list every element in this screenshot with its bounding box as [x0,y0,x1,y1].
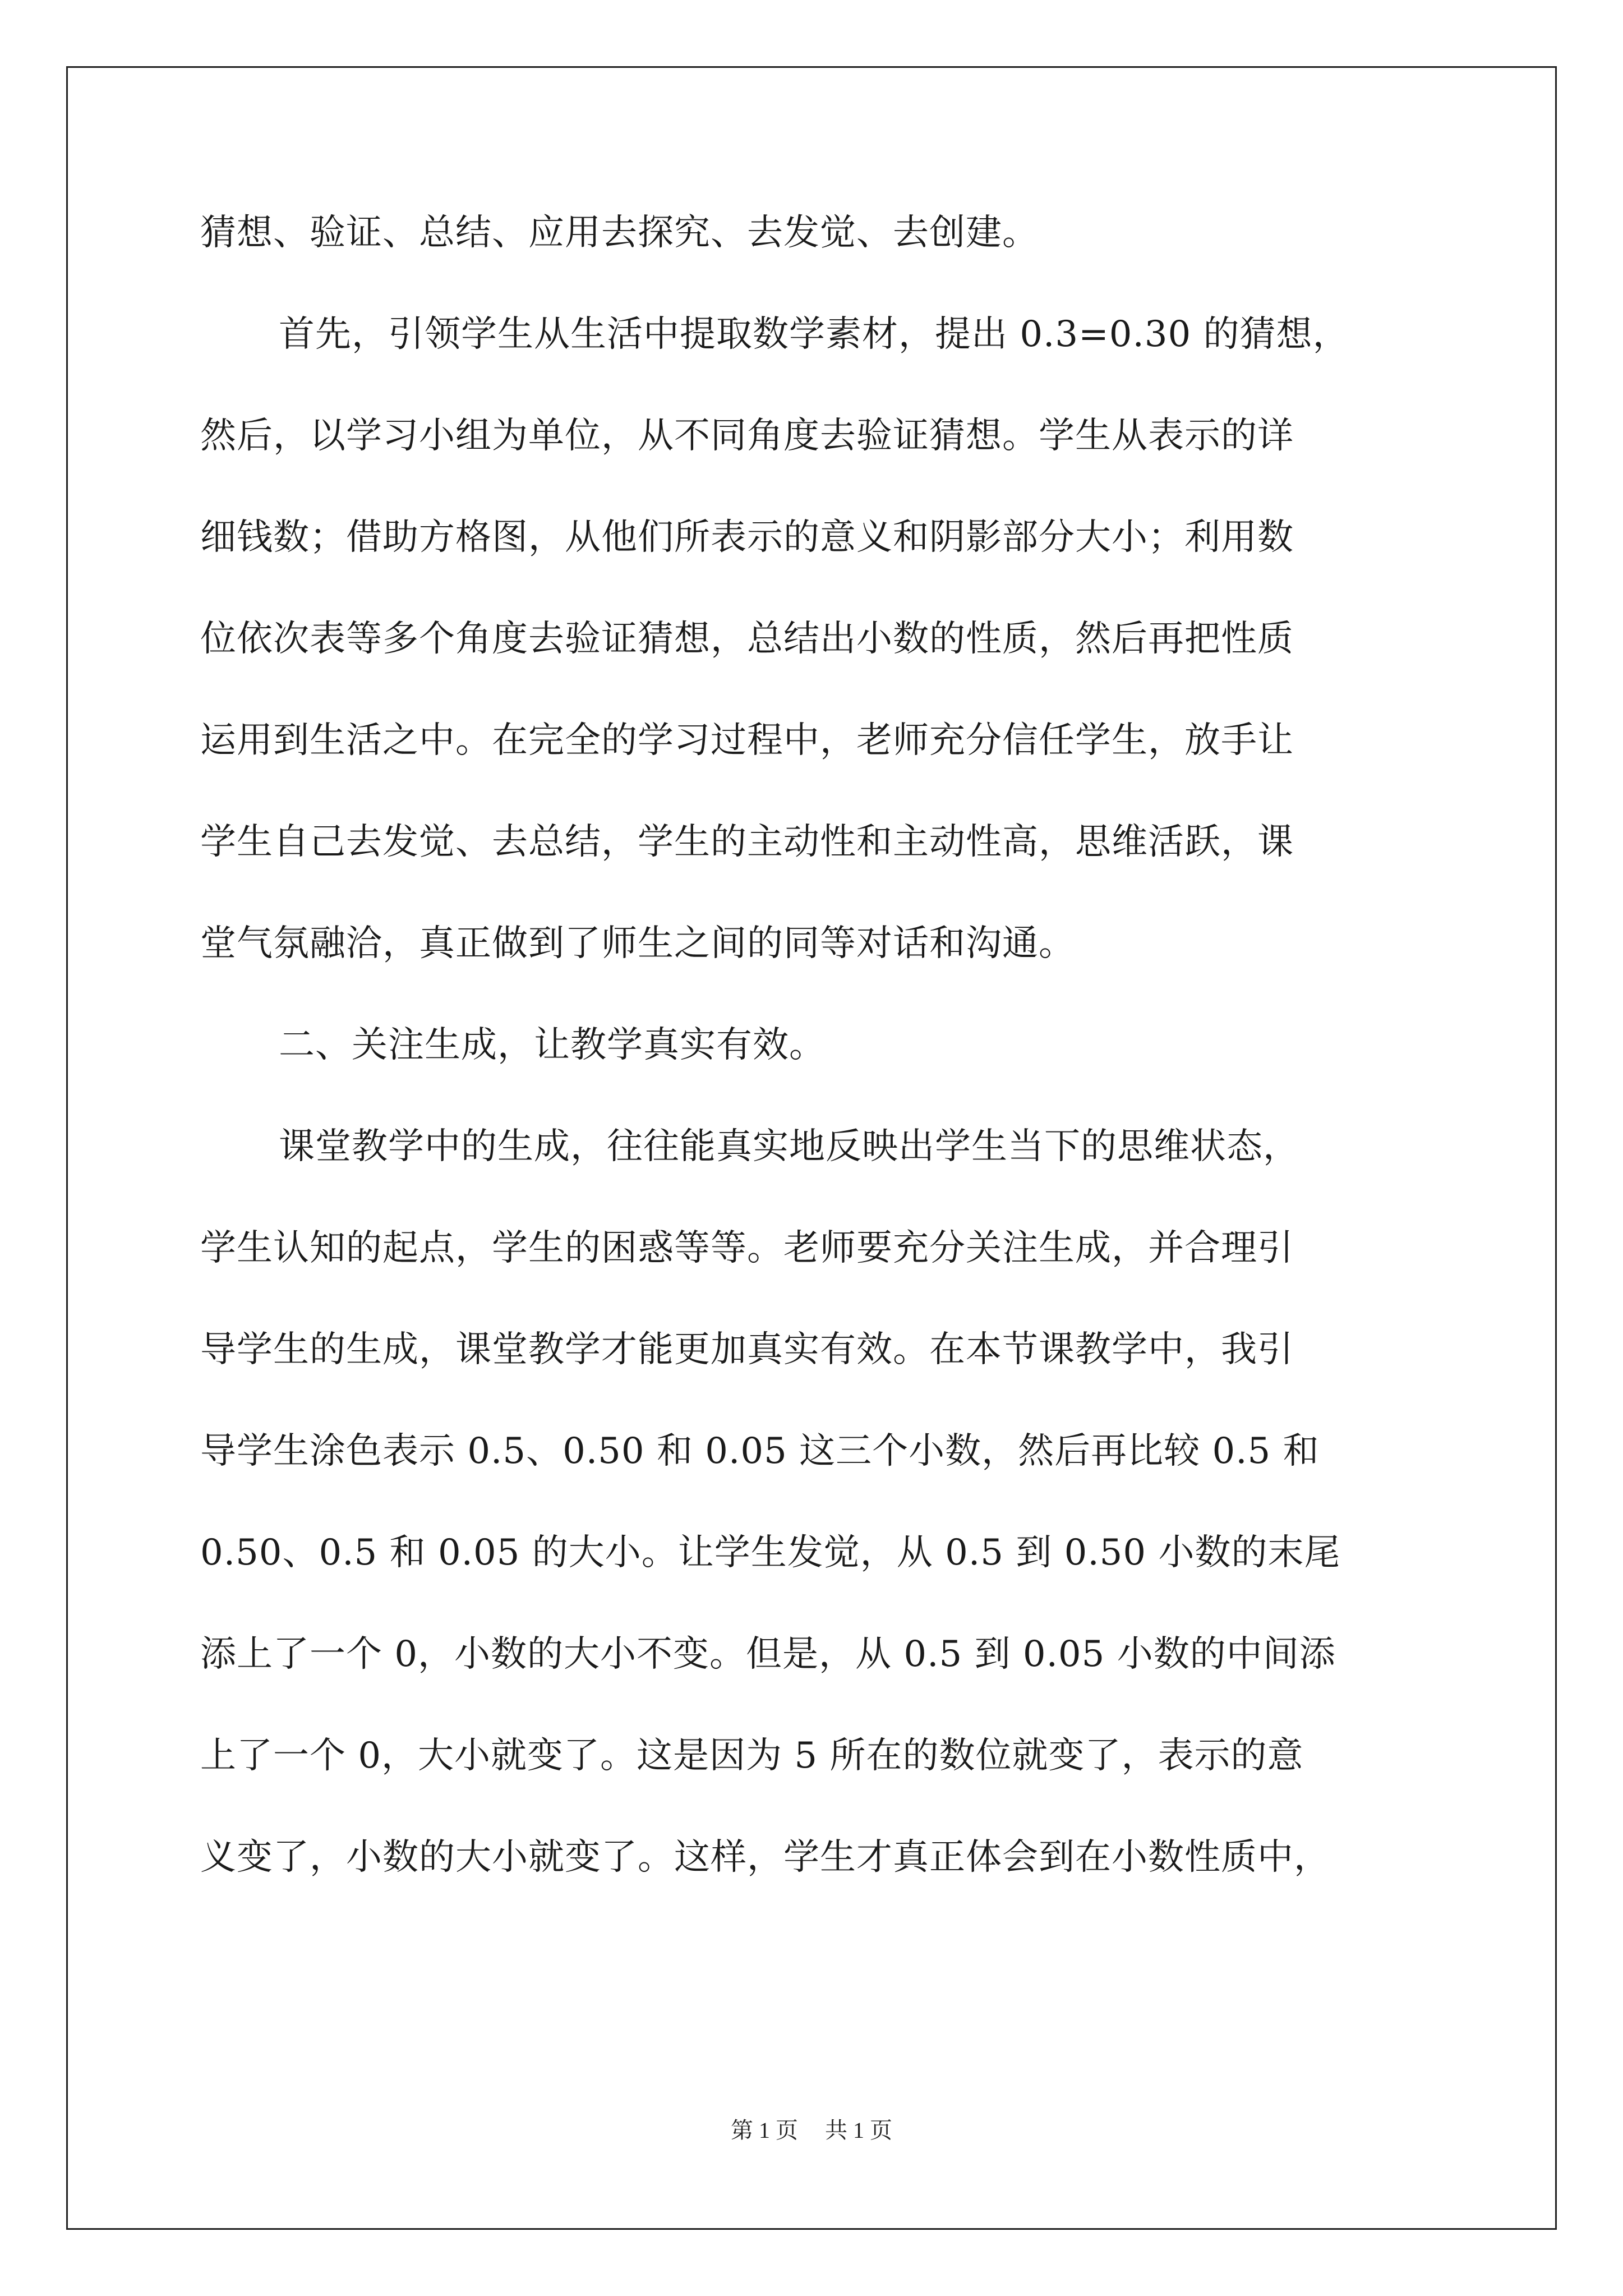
text-line-5: 位依次表等多个角度去验证猜想，总结出小数的性质，然后再把性质 [200,618,1294,660]
page-footer [0,2113,1623,2145]
text-line-8: 堂气氛融洽，真正做到了师生之间的同等对话和沟通。 [200,923,1075,964]
text-line-10: 课堂教学中的生成，往往能真实地反映出学生当下的思维状态， [279,1126,1299,1167]
text-line-15: 添上了一个 0，小数的大小不变。但是，从 0.5 到 0.05 小数的中间添 [200,1634,1336,1675]
text-line-17: 义变了，小数的大小就变了。这样，学生才真正体会到在小数性质中， [200,1837,1330,1878]
text-line-3: 然后，以学习小组为单位，从不同角度去验证猜想。学生从表示的详 [200,415,1294,457]
text-line-4: 细钱数；借助方格图，从他们所表示的意义和阴影部分大小；利用数 [200,517,1294,558]
text-line-2: 首先，引领学生从生活中提取数学素材，提出 0.3=0.30 的猜想， [279,314,1349,355]
text-line-12: 导学生的生成，课堂教学才能更加真实有效。在本节课教学中，我引 [200,1329,1294,1370]
text-line-6: 运用到生活之中。在完全的学习过程中，老师充分信任学生，放手让 [200,720,1294,761]
text-line-16: 上了一个 0，大小就变了。这是因为 5 所在的数位就变了，表示的意 [200,1735,1304,1777]
text-line-14: 0.50、0.5 和 0.05 的大小。让学生发觉，从 0.5 到 0.50 小数的末尾 [200,1532,1341,1573]
text-line-1: 猜想、验证、总结、应用去探究、去发觉、去创建。 [200,212,1039,254]
page-number: 第 1 页 [731,2118,798,2143]
section-heading: 二、关注生成，让教学真实有效。 [279,1024,826,1066]
document-body [200,213,1434,1939]
text-line-13: 导学生涂色表示 0.5、0.50 和 0.05 这三个小数，然后再比较 0.5 和 [200,1430,1320,1472]
text-line-7: 学生自己去发觉、去总结，学生的主动性和主动性高，思维活跃，课 [200,821,1294,863]
text-line-11: 学生认知的起点，学生的困惑等等。老师要充分关注生成，并合理引 [200,1227,1294,1269]
page-total: 共 1 页 [825,2118,892,2143]
